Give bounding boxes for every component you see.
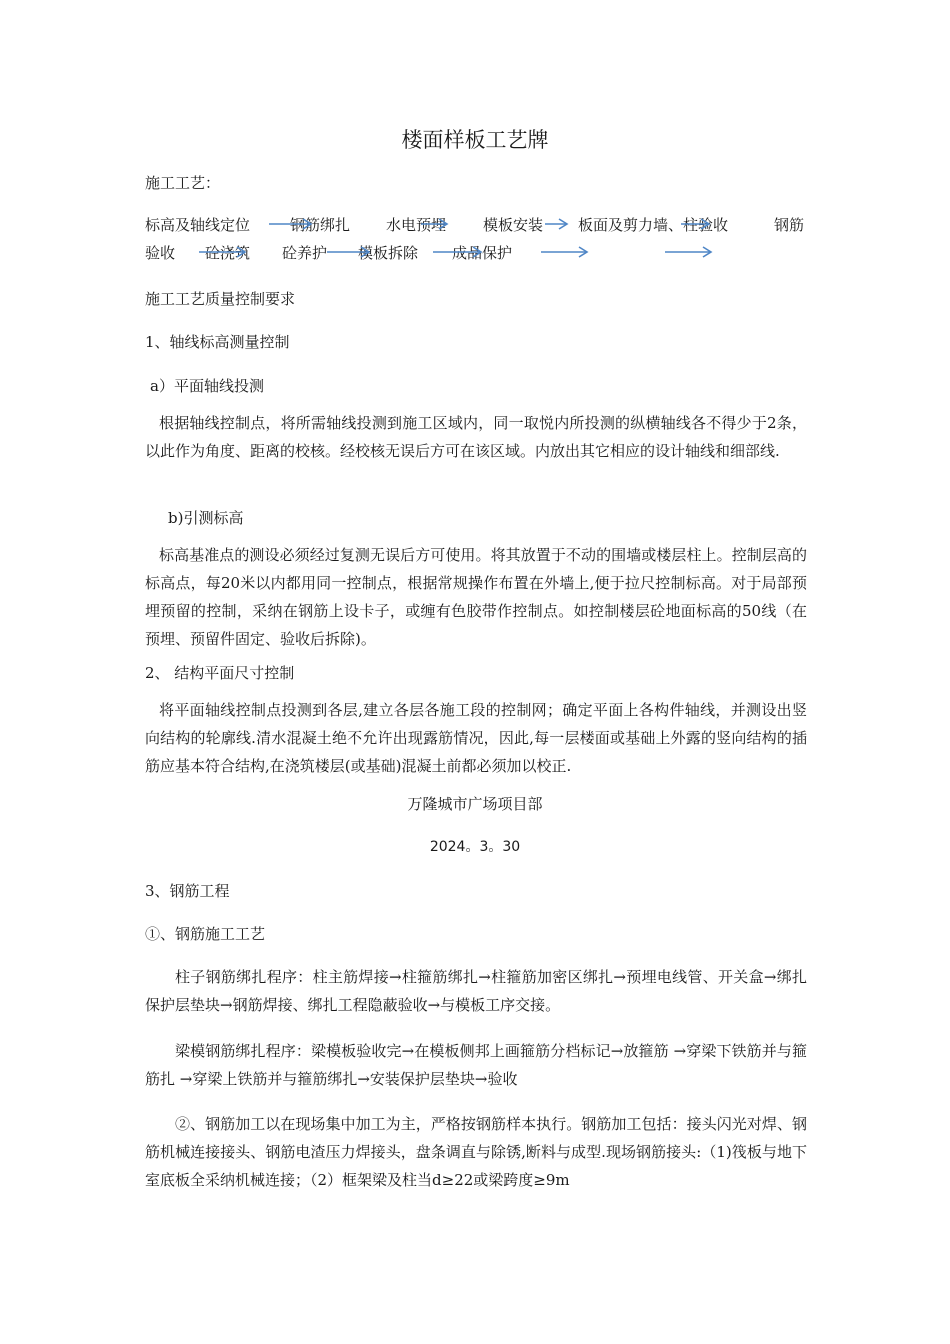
section-1-heading: 1、轴线标高测量控制 xyxy=(145,333,290,351)
section-1b-text: 标高基准点的测设必须经过复测无误后方可使用。将其放置于不动的围墙或楼层柱上。控制层高的标高点，每20米以内都用同一控制点，根据常规操作布置在外墙上,便于拉尺控制标高。对于局部预埋预留的控制，采纳在钢筋上设卡子，或缠有色胶带作控制点。如控制楼层砼地面标高的50线（在预埋、预留件固定、验收后拆除)。 xyxy=(145,546,807,648)
flow-step-embed: 水电预埋 xyxy=(386,216,447,234)
document-date: 2024。3。30 xyxy=(429,839,521,855)
section-3-heading: 3、钢筋工程 xyxy=(145,882,230,900)
flow-arrow-icon xyxy=(432,244,484,260)
project-department: 万隆城市广场项目部 xyxy=(407,795,543,813)
beam-rebar-procedure: 梁模钢筋绑扎程序：梁模板验收完→在模板侧邦上画箍筋分档标记→放箍筋 →穿梁下铁筋并与箍筋扎 →穿梁上铁筋并与箍筋绑扎→安装保护层垫块→验收 xyxy=(145,1042,807,1088)
page-title: 楼面样板工艺牌 xyxy=(401,128,549,152)
flow-step-formwork: 模板安装 xyxy=(483,216,544,234)
flow-arrow-icon xyxy=(420,216,450,232)
flow-step-strip: 模板拆除 xyxy=(358,244,419,262)
flow-step-rebar: 钢筋绑扎 xyxy=(290,216,351,234)
flow-arrow-icon xyxy=(540,244,590,260)
section-2-heading: 2、 结构平面尺寸控制 xyxy=(145,664,295,682)
rebar-processing-text: ②、钢筋加工以在现场集中加工为主，严格按钢筋样本执行。钢筋加工包括：接头闪光对焊、钢筋机械连接接头、钢筋电渣压力焊接头，盘条调直与除锈,断料与成型.现场钢筋接头:（1)筏板与地下室底板全采纳机械连接；（2）框架梁及柱当d≥22或梁跨度≥9m xyxy=(145,1115,807,1189)
flow-arrow-icon xyxy=(544,216,570,232)
flow-arrow-icon xyxy=(680,216,712,232)
section-1b-heading: b)引测标高 xyxy=(168,509,244,527)
flow-arrow-icon xyxy=(268,216,314,232)
flow-arrow-icon xyxy=(326,244,372,260)
flow-step-rebar-check: 钢筋 xyxy=(774,216,805,234)
flow-arrow-icon xyxy=(664,244,714,260)
quality-heading: 施工工艺质量控制要求 xyxy=(145,290,296,308)
section-1a-heading: a）平面轴线投测 xyxy=(150,377,264,395)
process-heading: 施工工艺： xyxy=(145,174,221,192)
section-1a-text: 根据轴线控制点，将所需轴线投测到施工区域内，同一取悦内所投测的纵横轴线各不得少于2条，以此作为角度、距离的校核。经校核无误后方可在该区域。内放出其它相应的设计轴线和细部线. xyxy=(145,414,807,460)
flow-step-pour: 砼浇筑 xyxy=(205,244,251,262)
flow-arrow-icon xyxy=(198,244,248,260)
section-2-text: 将平面轴线控制点投测到各层,建立各层各施工段的控制网；确定平面上各构件轴线，并测设出竖向结构的轮廓线.清水混凝土绝不允许出现露筋情况，因此,每一层楼面或基础上外露的竖向结构的插筋应基本符合结构,在浇筑楼层(或基础)混凝土前都必须加以校正. xyxy=(145,701,807,775)
column-rebar-procedure: 柱子钢筋绑扎程序：柱主筋焊接→柱箍筋绑扎→柱箍筋加密区绑扎→预埋电线管、开关盒→绑扎保护层垫块→钢筋焊接、绑扎工程隐蔽验收→与模板工序交接。 xyxy=(145,968,807,1014)
flow-step-cure: 砼养护 xyxy=(282,244,328,262)
flow-step-axis: 标高及轴线定位 xyxy=(145,216,251,234)
section-3-1-heading: ①、钢筋施工工艺 xyxy=(145,925,266,943)
flow-step-protect: 成品保护 xyxy=(452,244,513,262)
flow-step-inspection: 板面及剪力墙、柱验收 xyxy=(578,216,729,234)
flow-step-accept: 验收 xyxy=(145,244,176,262)
